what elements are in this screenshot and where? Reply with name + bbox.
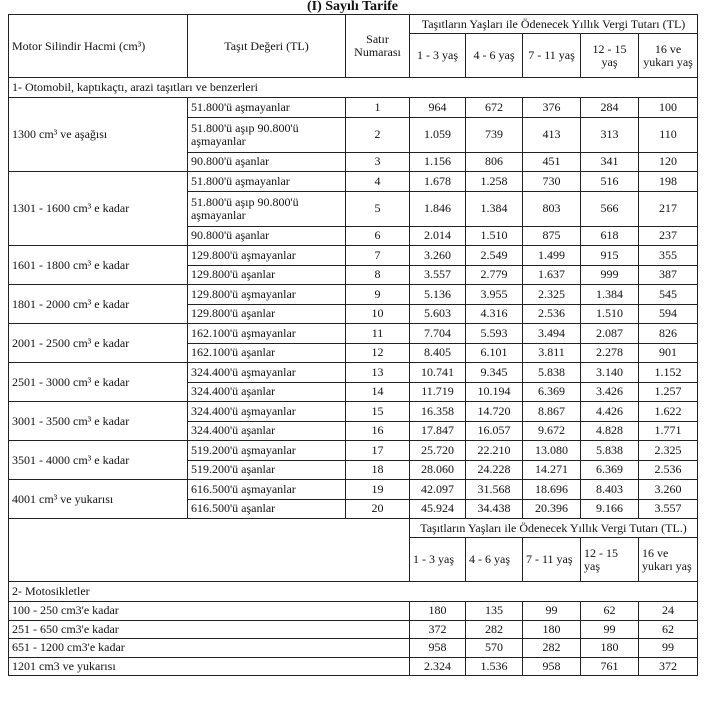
- table-row: [9, 402, 698, 422]
- tax-cell: 1.258: [466, 172, 523, 192]
- header-row: [9, 519, 698, 538]
- value-cell: 324.400'ü aşmayanlar: [188, 402, 346, 422]
- row-number-cell: 20: [346, 499, 410, 519]
- tax-cell: 17.847: [410, 421, 466, 441]
- tax-cell: 313: [581, 117, 639, 152]
- table-row: [9, 620, 698, 639]
- tax-cell: 355: [639, 246, 698, 266]
- header-row: [9, 15, 698, 34]
- motor-cell: 2001 - 2500 cm³ e kadar: [9, 324, 188, 363]
- motor-cell: 1300 cm³ ve aşağısı: [9, 98, 188, 172]
- tax-cell: 1.536: [466, 657, 523, 676]
- tax-cell: 875: [523, 226, 581, 246]
- age-group-header: Taşıtların Yaşları ile Ödenecek Yıllık Vergi Tutarı (TL): [410, 15, 698, 34]
- value-cell: 324.400'ü aşanlar: [188, 382, 346, 402]
- motor-cell: 1301 - 1600 cm³ e kadar: [9, 172, 188, 246]
- tax-cell: 3.557: [639, 499, 698, 519]
- row-number-cell: 7: [346, 246, 410, 266]
- tax-cell: 3.955: [466, 285, 523, 305]
- tax-cell: 1.622: [639, 402, 698, 422]
- tax-cell: 198: [639, 172, 698, 192]
- tax-cell: 110: [639, 117, 698, 152]
- tax-cell: 1.384: [581, 285, 639, 305]
- tax-cell: 566: [581, 191, 639, 226]
- tax-cell: 2.325: [523, 285, 581, 305]
- tax-cell: 6.101: [466, 343, 523, 363]
- tax-cell: 10.741: [410, 363, 466, 383]
- row-number-cell: 16: [346, 421, 410, 441]
- value-cell: 129.800'ü aşanlar: [188, 265, 346, 285]
- tax-cell: 5.593: [466, 324, 523, 344]
- age-header: 12 - 15 yaş: [581, 538, 639, 582]
- motor-cell: 3501 - 4000 cm³ e kadar: [9, 441, 188, 480]
- tax-cell: 915: [581, 246, 639, 266]
- table-row: [9, 363, 698, 383]
- tax-cell: 8.405: [410, 343, 466, 363]
- value-cell: 90.800'ü aşanlar: [188, 152, 346, 172]
- tax-cell: 5.838: [523, 363, 581, 383]
- tax-cell: 372: [410, 620, 466, 639]
- section-title: 1- Otomobil, kaptıkaçtı, arazi taşıtları ve benzerleri: [9, 78, 698, 98]
- tax-cell: 6.369: [581, 460, 639, 480]
- moto-label-cell: 251 - 650 cm3'e kadar: [9, 620, 410, 639]
- tax-cell: 3.140: [581, 363, 639, 383]
- tax-cell: 2.014: [410, 226, 466, 246]
- tax-cell: 11.719: [410, 382, 466, 402]
- age-header: 7 - 11 yaş: [523, 34, 581, 78]
- tax-cell: 42.097: [410, 480, 466, 500]
- value-cell: 324.400'ü aşanlar: [188, 421, 346, 441]
- value-cell: 519.200'ü aşmayanlar: [188, 441, 346, 461]
- tax-cell: 739: [466, 117, 523, 152]
- tax-cell: 2.278: [581, 343, 639, 363]
- age-header: 12 - 15 yaş: [581, 34, 639, 78]
- row-number-cell: 3: [346, 152, 410, 172]
- tax-cell: 672: [466, 98, 523, 118]
- age-header: 1 - 3 yaş: [410, 538, 466, 582]
- table-row: [9, 441, 698, 461]
- tax-cell: 3.811: [523, 343, 581, 363]
- row-number-cell: 18: [346, 460, 410, 480]
- value-cell: 324.400'ü aşmayanlar: [188, 363, 346, 383]
- tax-cell: 135: [466, 602, 523, 621]
- row-number-cell: 6: [346, 226, 410, 246]
- tax-cell: 62: [581, 602, 639, 621]
- tax-cell: 901: [639, 343, 698, 363]
- motor-cell: 1801 - 2000 cm³ e kadar: [9, 285, 188, 324]
- tax-cell: 34.438: [466, 499, 523, 519]
- value-cell: 129.800'ü aşmayanlar: [188, 285, 346, 305]
- tax-cell: 2.087: [581, 324, 639, 344]
- tax-cell: 13.080: [523, 441, 581, 461]
- motor-header: Motor Silindir Hacmi (cm³): [9, 15, 188, 78]
- table-row: [9, 657, 698, 676]
- table-row: [9, 246, 698, 266]
- tax-cell: 237: [639, 226, 698, 246]
- value-cell: 129.800'ü aşmayanlar: [188, 246, 346, 266]
- tax-cell: 99: [523, 602, 581, 621]
- tariff-table: [8, 14, 698, 676]
- tax-cell: 1.510: [581, 304, 639, 324]
- row-number-cell: 13: [346, 363, 410, 383]
- tax-cell: 8.403: [581, 480, 639, 500]
- motor-cell: 2501 - 3000 cm³ e kadar: [9, 363, 188, 402]
- value-cell: 51.800'ü aşmayanlar: [188, 98, 346, 118]
- row-number-cell: 17: [346, 441, 410, 461]
- value-cell: 51.800'ü aşmayanlar: [188, 172, 346, 192]
- tax-cell: 372: [639, 657, 698, 676]
- tax-cell: 4.426: [581, 402, 639, 422]
- tax-cell: 803: [523, 191, 581, 226]
- tax-cell: 3.260: [410, 246, 466, 266]
- tax-cell: 2.324: [410, 657, 466, 676]
- value-cell: 616.500'ü aşmayanlar: [188, 480, 346, 500]
- section-row: [9, 78, 698, 98]
- tax-cell: 99: [581, 620, 639, 639]
- age-header: 4 - 6 yaş: [466, 538, 523, 582]
- tax-cell: 14.271: [523, 460, 581, 480]
- tax-cell: 341: [581, 152, 639, 172]
- age-header: 1 - 3 yaş: [410, 34, 466, 78]
- value-cell: 51.800'ü aşıp 90.800'ü aşmayanlar: [188, 117, 346, 152]
- tax-cell: 2.536: [639, 460, 698, 480]
- row-number-cell: 15: [346, 402, 410, 422]
- section-row: [9, 582, 698, 602]
- age-header: 7 - 11 yaş: [523, 538, 581, 582]
- tax-cell: 618: [581, 226, 639, 246]
- section-title: 2- Motosikletler: [9, 582, 698, 602]
- tax-cell: 14.720: [466, 402, 523, 422]
- tax-cell: 1.257: [639, 382, 698, 402]
- motor-cell: 3001 - 3500 cm³ e kadar: [9, 402, 188, 441]
- row-number-cell: 1: [346, 98, 410, 118]
- tax-cell: 16.057: [466, 421, 523, 441]
- tax-cell: 20.396: [523, 499, 581, 519]
- tax-cell: 120: [639, 152, 698, 172]
- value-cell: 616.500'ü aşanlar: [188, 499, 346, 519]
- value-cell: 519.200'ü aşanlar: [188, 460, 346, 480]
- tax-cell: 62: [639, 620, 698, 639]
- tax-cell: 6.369: [523, 382, 581, 402]
- value-cell: 51.800'ü aşıp 90.800'ü aşmayanlar: [188, 191, 346, 226]
- value-cell: 90.800'ü aşanlar: [188, 226, 346, 246]
- tax-cell: 2.325: [639, 441, 698, 461]
- tax-cell: 570: [466, 639, 523, 658]
- tax-cell: 284: [581, 98, 639, 118]
- row-number-header: Satır Numarası: [346, 15, 410, 78]
- tax-cell: 2.549: [466, 246, 523, 266]
- tax-cell: 25.720: [410, 441, 466, 461]
- moto-label-cell: 1201 cm3 ve yukarısı: [9, 657, 410, 676]
- table-row: [9, 98, 698, 118]
- motor-cell: 1601 - 1800 cm³ e kadar: [9, 246, 188, 285]
- tax-cell: 22.210: [466, 441, 523, 461]
- moto-label-cell: 651 - 1200 cm3'e kadar: [9, 639, 410, 658]
- tax-cell: 1.156: [410, 152, 466, 172]
- tax-cell: 451: [523, 152, 581, 172]
- tax-cell: 9.166: [581, 499, 639, 519]
- tax-cell: 1.771: [639, 421, 698, 441]
- tax-cell: 9.345: [466, 363, 523, 383]
- row-number-cell: 14: [346, 382, 410, 402]
- tax-cell: 958: [523, 657, 581, 676]
- age-header: 4 - 6 yaş: [466, 34, 523, 78]
- tax-cell: 24: [639, 602, 698, 621]
- tax-cell: 1.846: [410, 191, 466, 226]
- tax-cell: 2.536: [523, 304, 581, 324]
- row-number-cell: 8: [346, 265, 410, 285]
- tax-cell: 594: [639, 304, 698, 324]
- tax-cell: 3.494: [523, 324, 581, 344]
- tax-cell: 1.384: [466, 191, 523, 226]
- tax-cell: 16.358: [410, 402, 466, 422]
- age-header: 16 ve yukarı yaş: [639, 34, 698, 78]
- tax-cell: 806: [466, 152, 523, 172]
- tax-cell: 387: [639, 265, 698, 285]
- row-number-cell: 2: [346, 117, 410, 152]
- tax-cell: 217: [639, 191, 698, 226]
- row-number-cell: 12: [346, 343, 410, 363]
- table-row: [9, 285, 698, 305]
- age-group-header: Taşıtların Yaşları ile Ödenecek Yıllık Vergi Tutarı (TL.): [410, 519, 698, 538]
- value-header: Taşıt Değeri (TL): [188, 15, 346, 78]
- tax-cell: 7.704: [410, 324, 466, 344]
- tax-cell: 180: [581, 639, 639, 658]
- row-number-cell: 10: [346, 304, 410, 324]
- tax-cell: 516: [581, 172, 639, 192]
- row-number-cell: 4: [346, 172, 410, 192]
- tax-cell: 958: [410, 639, 466, 658]
- tax-cell: 1.059: [410, 117, 466, 152]
- age-header: 16 ve yukarı yaş: [639, 538, 698, 582]
- tax-cell: 5.838: [581, 441, 639, 461]
- blank-cell: [9, 519, 410, 582]
- value-cell: 162.100'ü aşanlar: [188, 343, 346, 363]
- tax-cell: 28.060: [410, 460, 466, 480]
- tax-cell: 31.568: [466, 480, 523, 500]
- row-number-cell: 9: [346, 285, 410, 305]
- table-row: [9, 602, 698, 621]
- tax-cell: 18.696: [523, 480, 581, 500]
- tax-cell: 1.678: [410, 172, 466, 192]
- tax-cell: 5.136: [410, 285, 466, 305]
- table-row: [9, 639, 698, 658]
- tax-cell: 3.260: [639, 480, 698, 500]
- tax-cell: 8.867: [523, 402, 581, 422]
- tax-cell: 413: [523, 117, 581, 152]
- tax-cell: 99: [639, 639, 698, 658]
- tax-cell: 9.672: [523, 421, 581, 441]
- tax-cell: 10.194: [466, 382, 523, 402]
- tax-cell: 730: [523, 172, 581, 192]
- moto-label-cell: 100 - 250 cm3'e kadar: [9, 602, 410, 621]
- tax-cell: 964: [410, 98, 466, 118]
- tax-cell: 4.828: [581, 421, 639, 441]
- tax-cell: 4.316: [466, 304, 523, 324]
- tax-cell: 282: [523, 639, 581, 658]
- tax-cell: 24.228: [466, 460, 523, 480]
- tax-cell: 376: [523, 98, 581, 118]
- tax-cell: 1.152: [639, 363, 698, 383]
- tax-cell: 1.499: [523, 246, 581, 266]
- value-cell: 162.100'ü aşmayanlar: [188, 324, 346, 344]
- tax-cell: 180: [410, 602, 466, 621]
- tax-cell: 1.510: [466, 226, 523, 246]
- tax-cell: 761: [581, 657, 639, 676]
- tax-cell: 3.557: [410, 265, 466, 285]
- table-row: [9, 172, 698, 192]
- tax-cell: 2.779: [466, 265, 523, 285]
- row-number-cell: 11: [346, 324, 410, 344]
- tax-cell: 999: [581, 265, 639, 285]
- row-number-cell: 5: [346, 191, 410, 226]
- page-title: (I) Sayılı Tarife: [306, 0, 398, 14]
- table-row: [9, 324, 698, 344]
- tax-cell: 826: [639, 324, 698, 344]
- table-row: [9, 480, 698, 500]
- motor-cell: 4001 cm³ ve yukarısı: [9, 480, 188, 519]
- tax-cell: 100: [639, 98, 698, 118]
- tax-cell: 3.426: [581, 382, 639, 402]
- value-cell: 129.800'ü aşanlar: [188, 304, 346, 324]
- tax-cell: 180: [523, 620, 581, 639]
- tax-cell: 45.924: [410, 499, 466, 519]
- tax-cell: 5.603: [410, 304, 466, 324]
- row-number-cell: 19: [346, 480, 410, 500]
- tax-cell: 1.637: [523, 265, 581, 285]
- tax-cell: 545: [639, 285, 698, 305]
- tax-cell: 282: [466, 620, 523, 639]
